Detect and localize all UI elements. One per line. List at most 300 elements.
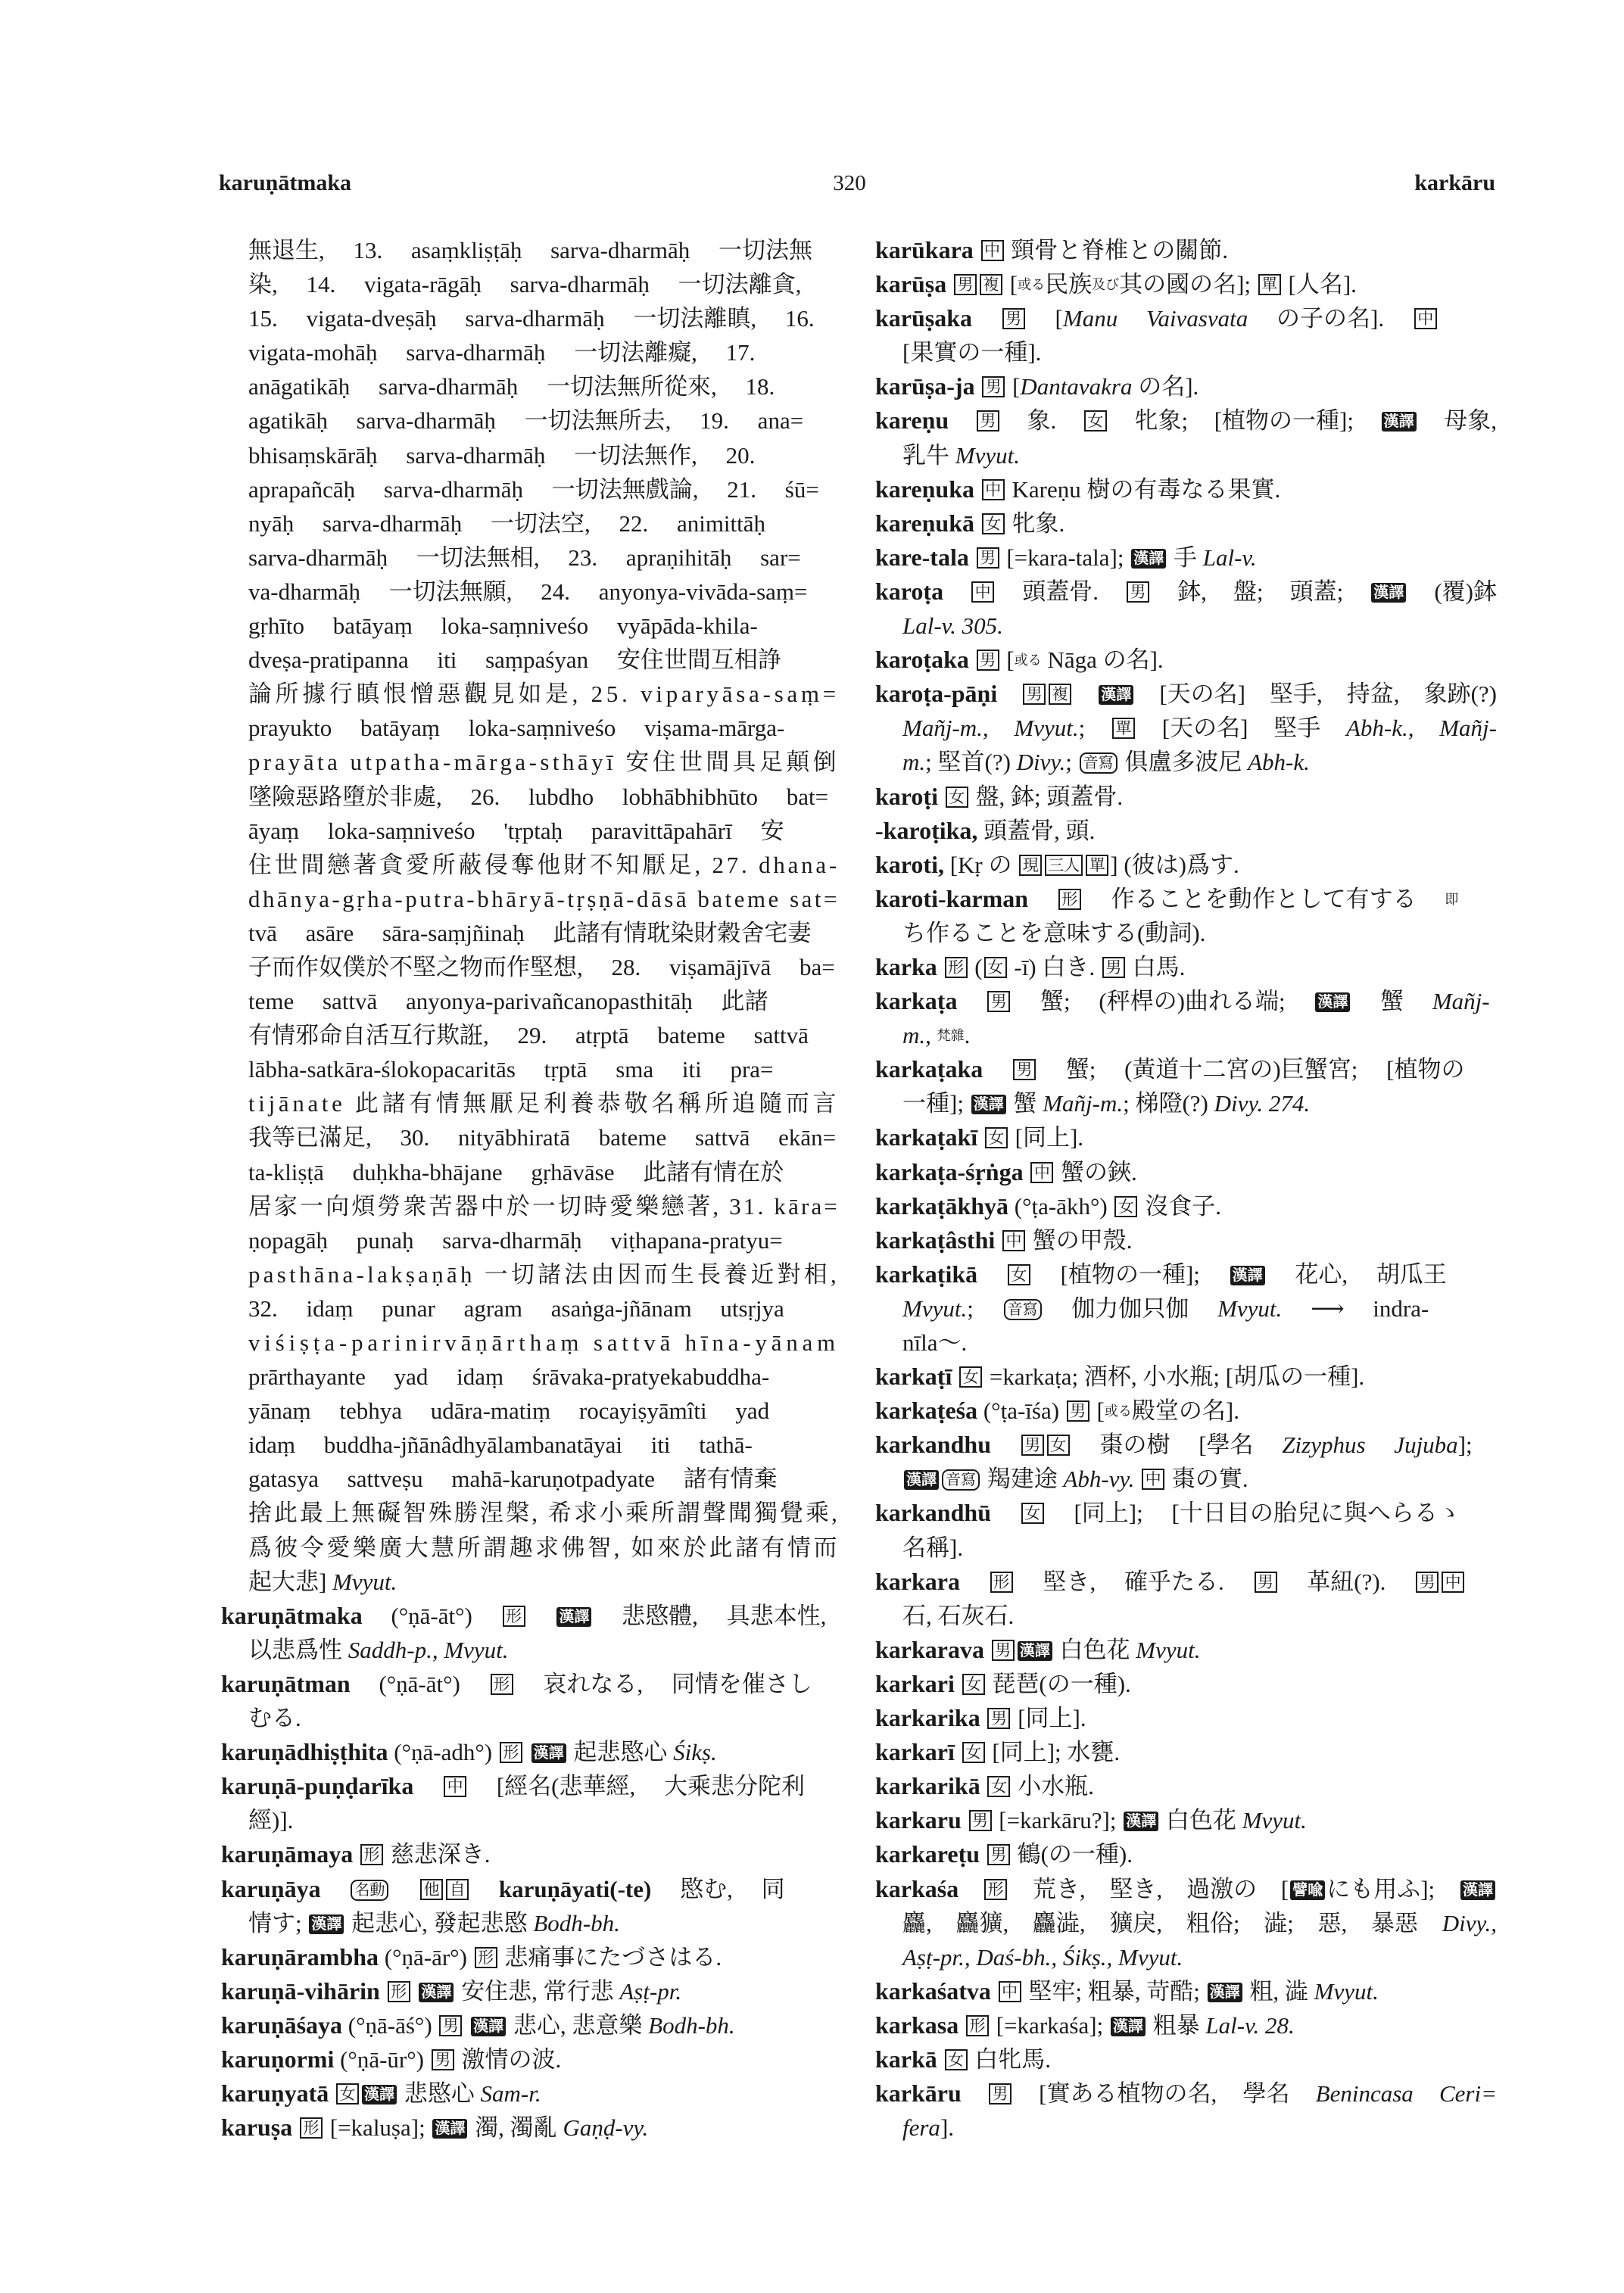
text-run: [天の名] 堅手: [1136, 715, 1346, 742]
line-content: [248, 882, 840, 916]
source-abbreviation: fera: [902, 2114, 940, 2142]
dict-line: [875, 1189, 1497, 1223]
dict-line: [221, 403, 840, 438]
text-run: 乳牛: [902, 441, 955, 469]
headword: karkaṭaka: [875, 1055, 983, 1083]
small-kana: 梵雜: [937, 1028, 965, 1044]
text-run: [962, 1807, 968, 1833]
text-run: gṛhīto batāyaṃ loka-saṃniveśo vyāpāda-khila-: [248, 612, 758, 640]
text-run: [937, 2046, 943, 2073]
dict-line: [221, 1565, 840, 1599]
text-run: [413, 1773, 442, 1799]
grammar-tag: 形: [990, 1572, 1013, 1593]
dict-entry: [875, 541, 1497, 575]
text-run: [952, 1363, 958, 1390]
source-abbreviation: Manu Vaivasvata: [1062, 305, 1248, 332]
text-run: ];: [1457, 1432, 1473, 1459]
text-run: 無退生, 13. asaṃkliṣṭāḥ sarva-dharmāḥ 一切法無: [248, 237, 813, 263]
line-content: [248, 1086, 840, 1120]
text-run: 堅き, 確乎たる.: [1014, 1568, 1253, 1595]
headword: kareṇukā: [875, 509, 975, 537]
dict-line: [221, 1974, 840, 2008]
dict-entry: [875, 2076, 1497, 2145]
dict-line: [221, 745, 840, 779]
grammar-tag: 中: [1030, 1162, 1053, 1183]
dict-line: [875, 1565, 1497, 1599]
line-content: [875, 814, 1095, 848]
text-run: 蟹の鋏.: [1055, 1158, 1137, 1185]
grammar-tag: 單: [1086, 855, 1108, 876]
dict-line: [221, 950, 840, 984]
headword: karkaṭa-śṛṅga: [875, 1157, 1024, 1185]
dict-entry: [221, 1974, 840, 2008]
text-run: [984, 1637, 990, 1663]
translation-marker: 漢譯: [309, 1914, 344, 1934]
line-content: [902, 1599, 1014, 1633]
text-run: [292, 2114, 298, 2141]
text-run: [960, 1569, 989, 1595]
line-content: [875, 1120, 1083, 1154]
dict-line: [875, 335, 1497, 369]
line-content: [248, 1052, 774, 1086]
text-run: [969, 646, 975, 673]
dict-line: [221, 472, 840, 506]
grammar-tag: 現: [1019, 855, 1042, 876]
text-run: [949, 407, 975, 434]
dict-entry: [875, 1223, 1497, 1257]
dict-line: [221, 1462, 840, 1496]
dict-line: [875, 1086, 1497, 1120]
line-content: [902, 438, 1020, 472]
dict-line: [875, 1052, 1497, 1086]
headword: karuṣa: [221, 2114, 293, 2142]
text-run: [同上].: [1008, 1124, 1084, 1151]
dict-line: [221, 1291, 840, 1326]
grammar-tag: 形: [1058, 889, 1081, 910]
dict-line: [221, 1940, 840, 1974]
source-abbreviation: Lal-v. 28.: [1205, 2011, 1295, 2039]
headword: karuṇāya: [221, 1874, 321, 1902]
text-run: 羯建途: [981, 1466, 1064, 1493]
text-run: [天の名] 堅手, 持盆, 象跡(?): [1135, 681, 1497, 708]
line-content: [248, 643, 781, 677]
line-content: [221, 1769, 805, 1803]
dict-entry: [875, 1667, 1497, 1701]
grammar-tag: 自: [446, 1879, 469, 1900]
line-content: [902, 1531, 963, 1565]
text-run: 白馬.: [1126, 953, 1186, 980]
translation-marker: 漢譯: [1099, 685, 1133, 705]
text-run: 一種];: [902, 1090, 970, 1117]
text-run: (°ṇā-āt°): [362, 1602, 501, 1629]
dict-line: [221, 1223, 840, 1257]
text-run: 小水瓶.: [1011, 1773, 1094, 1800]
headword: karkaṭikā: [875, 1260, 978, 1288]
text-run: 伽力伽只伽: [1043, 1294, 1218, 1322]
running-head-right: karkāru: [1414, 170, 1495, 195]
line-content: [875, 1223, 1133, 1257]
text-run: [植物の一種];: [1031, 1260, 1229, 1288]
text-run: 殿堂の名].: [1131, 1397, 1239, 1425]
line-content: [902, 1326, 967, 1360]
dict-line: [875, 780, 1497, 814]
text-run: 牝象.: [1005, 509, 1065, 537]
headword: karka: [875, 952, 937, 980]
text-run: nīla〜.: [902, 1329, 968, 1356]
text-run: [527, 1603, 556, 1629]
grammar-tag: 男: [439, 2015, 462, 2036]
dict-line: [221, 1701, 840, 1735]
dict-entry: [875, 2042, 1497, 2076]
text-run: [980, 1841, 986, 1868]
text-run: (覆)鉢: [1407, 578, 1497, 605]
dict-entry: [875, 1803, 1497, 1837]
dict-entry: [875, 882, 1497, 950]
text-run: ,: [925, 1022, 937, 1049]
text-run: [524, 1739, 530, 1765]
line-content: [248, 711, 784, 745]
text-run: va-dharmāḥ 一切法無願, 24. anyonya-vivāda-saṃ=: [248, 578, 808, 605]
text-run: aprapañcāḥ sarva-dharmāḥ 一切法無戲論, 21. śū=: [248, 475, 819, 503]
text-run: -ī) 白き.: [1008, 953, 1101, 980]
dict-line: [875, 1531, 1497, 1565]
source-abbreviation: Sam-r.: [480, 2080, 541, 2108]
headword: karkarava: [875, 1635, 984, 1663]
dict-line: [875, 1496, 1497, 1530]
text-run: anāgatikāḥ sarva-dharmāḥ 一切法無所從來, 18.: [248, 373, 775, 400]
dict-line: [875, 1291, 1497, 1326]
headword: karūkara: [875, 236, 974, 263]
line-content: [902, 335, 1041, 369]
line-content: [248, 575, 808, 609]
dict-line: [221, 1769, 840, 1803]
line-content: [875, 1052, 1464, 1086]
dict-line: [875, 1599, 1497, 1633]
dict-line: [221, 916, 840, 950]
text-run: viśiṣṭa-parinirvāṇārthaṃ sattvā hīna-yānam: [248, 1329, 840, 1356]
dict-line: [875, 2042, 1497, 2076]
text-run: (°ṇā-āś°): [342, 2011, 438, 2039]
text-run: (: [968, 953, 983, 980]
text-run: ].: [940, 2114, 955, 2142]
text-run: 牝象; [植物の一種];: [1108, 407, 1380, 435]
running-head-left: karuṇātmaka: [219, 170, 352, 195]
text-run: [977, 1124, 983, 1151]
dict-entry: [221, 1599, 840, 1667]
headword: karkā: [875, 2045, 937, 2073]
line-content: [248, 369, 775, 403]
grammar-tag: 男: [954, 274, 977, 295]
text-run: 鉢, 盤; 頭蓋;: [1151, 578, 1370, 605]
text-run: ] (彼は)爲す.: [1110, 851, 1239, 878]
line-content: [221, 2042, 561, 2076]
grammar-tag: 女: [962, 1742, 985, 1763]
line-content: [221, 2076, 541, 2111]
text-run: Nāga の名].: [1041, 646, 1164, 674]
headword: karuṇormi: [221, 2045, 335, 2073]
text-run: [959, 1876, 983, 1902]
text-run: [: [1004, 271, 1018, 298]
dict-entry: [221, 1769, 840, 1837]
dict-line: [221, 575, 840, 609]
text-run: [經名(悲華經, 大乘悲分陀利: [468, 1773, 805, 1800]
text-run: bhisaṃskārāḥ sarva-dharmāḥ 一切法無作, 20.: [248, 441, 756, 469]
dict-entry: [221, 1940, 840, 1974]
line-content: [248, 1394, 769, 1428]
line-content: [875, 1189, 1221, 1223]
text-run: [991, 1500, 1020, 1526]
grammar-tag: 中: [1414, 308, 1437, 329]
text-run: 名稱].: [902, 1534, 964, 1561]
text-run: [: [1026, 305, 1063, 332]
dict-line: [875, 916, 1497, 950]
headword: karkāru: [875, 2080, 962, 2108]
text-run: [974, 510, 980, 537]
headword: karuṇādhiṣṭhita: [221, 1738, 388, 1766]
small-kana: 即: [1445, 891, 1459, 907]
text-run: [321, 1876, 350, 1902]
text-run: 荒き, 堅き, 過激の [: [1008, 1875, 1289, 1902]
text-run: 濁, 濁亂: [469, 2114, 563, 2142]
source-abbreviation: Mañj-m., Mvyut.: [902, 715, 1079, 742]
text-run: sarva-dharmāḥ 一切法無相, 23. apraṇihitāḥ sar=: [248, 544, 801, 571]
line-content: [875, 2042, 1051, 2076]
text-run: 白牝馬.: [968, 2045, 1052, 2073]
text-run: 居家一向煩勞衆苦器中於一切時愛樂戀著, 31. kāra=: [248, 1192, 840, 1220]
text-run: .: [964, 1022, 971, 1049]
line-content: [875, 1360, 1364, 1394]
line-content: [248, 301, 815, 335]
line-content: [902, 1018, 970, 1053]
text-run: [943, 578, 970, 605]
text-run: 蟹: [1007, 1090, 1043, 1117]
text-run: 粗暴: [1146, 2011, 1206, 2039]
headword: karūṣa: [875, 270, 947, 298]
dict-entry: [875, 1428, 1497, 1496]
text-run: 粗, 澁: [1243, 1977, 1314, 2005]
grammar-tag: 三人: [1045, 855, 1083, 876]
dict-entry: [875, 984, 1497, 1052]
headword: karkaṭākhyā: [875, 1192, 1009, 1220]
text-run: [353, 1841, 359, 1868]
headword: karkarī: [875, 1738, 955, 1766]
source-abbreviation: Divy. 274.: [1214, 1090, 1311, 1117]
grammar-tag: 男: [1127, 581, 1149, 603]
line-content: [902, 609, 1003, 643]
translation-marker: 漢譯: [1371, 583, 1406, 603]
translation-marker: 漢譯: [1111, 2017, 1146, 2036]
headword: karkandhu: [875, 1431, 991, 1459]
headword: karuṇā-puṇḍarīka: [221, 1772, 414, 1800]
source-abbreviation: Bodh-bh.: [533, 1909, 620, 1936]
text-run: 鶴(の一種).: [1011, 1841, 1133, 1868]
dict-line: [875, 1872, 1497, 1906]
text-run: [1028, 886, 1057, 912]
line-content: [248, 403, 803, 438]
source-abbreviation: Mvyut.: [1242, 1807, 1307, 1834]
text-run: (°ṇā-ār°): [379, 1943, 473, 1971]
dict-entry: [221, 1872, 840, 1940]
source-abbreviation: Lal-v.: [1202, 544, 1257, 571]
headword: -karoṭika,: [875, 816, 978, 844]
dict-line: [221, 301, 840, 335]
line-content: [875, 1496, 1461, 1530]
dict-line: [875, 1667, 1497, 1701]
text-run: 母象,: [1417, 407, 1497, 435]
dict-line: [221, 506, 840, 541]
text-run: [380, 1978, 386, 2005]
dict-line: [875, 882, 1497, 916]
dict-line: [221, 1257, 840, 1291]
dict-line: [221, 1018, 840, 1052]
headword: karoṭa: [875, 577, 944, 605]
text-run: 俱盧多波尼: [1118, 749, 1248, 776]
dict-line: [875, 1428, 1497, 1462]
grammar-tag: 女: [336, 2083, 359, 2105]
dict-line: [875, 233, 1497, 267]
text-run: 爲彼令愛樂廣大慧所謂趣求佛智, 如來於此諸有情而: [248, 1534, 840, 1561]
headword: karoṭi: [875, 782, 938, 810]
text-run: 棗の樹 [學名: [1071, 1432, 1283, 1459]
text-run: 白色花: [1160, 1807, 1242, 1834]
line-content: [248, 1496, 840, 1530]
text-run: 愍む, 同: [651, 1875, 785, 1902]
grammar-tag: 單: [1258, 274, 1281, 295]
dict-line: [875, 1803, 1497, 1837]
dict-line: [875, 1155, 1497, 1189]
grammar-tag: 中: [1442, 1572, 1464, 1593]
line-content: [875, 1872, 1497, 1906]
dict-line: [221, 1120, 840, 1154]
notation-marker: 音寫: [1080, 752, 1117, 774]
text-run: 民族: [1045, 271, 1093, 298]
grammar-tag: 形: [300, 2117, 323, 2139]
dict-line: [221, 1735, 840, 1769]
headword: kareṇu: [875, 407, 949, 435]
dict-line: [221, 1633, 840, 1667]
text-run: 經)].: [248, 1807, 294, 1834]
headword: karoti,: [875, 850, 944, 878]
dict-entry: [221, 2008, 840, 2042]
line-content: [875, 301, 1439, 335]
grammar-tag: 女: [1084, 410, 1107, 431]
line-content: [902, 2111, 954, 2145]
grammar-tag: 中: [999, 1981, 1021, 2002]
line-content: [248, 1018, 809, 1052]
text-run: ṇopagāḥ punaḥ sarva-dharmāḥ viṭhapana-pratyu=: [248, 1226, 783, 1254]
line-content: [875, 1565, 1466, 1599]
text-run: teme sattvā anyonya-parivañcanopasthitāḥ 此諸: [248, 988, 768, 1015]
grammar-tag: 他: [420, 1879, 443, 1900]
translation-marker: 漢譯: [1382, 412, 1417, 431]
grammar-tag: 男: [1255, 1572, 1277, 1593]
dict-line: [221, 1428, 840, 1462]
text-run: [938, 784, 944, 810]
dict-line: [221, 814, 840, 848]
dict-line: [875, 2008, 1497, 2042]
dict-line: [221, 1326, 840, 1360]
dict-entry: [875, 643, 1497, 677]
text-run: 墜險惡路墮於非處, 26. lubdho lobhābhibhūto bat=: [248, 783, 829, 810]
text-run: agatikāḥ sarva-dharmāḥ 一切法無所去, 19. ana=: [248, 407, 804, 435]
small-kana: 或る: [1014, 653, 1042, 668]
dict-line: [875, 267, 1497, 301]
dict-line: [875, 711, 1497, 745]
line-content: [221, 1837, 491, 1871]
dict-entry: [875, 233, 1497, 267]
source-abbreviation: Mvyut.: [332, 1568, 397, 1595]
text-run: 花心, 胡瓜王: [1266, 1260, 1447, 1288]
text-run: [人名].: [1282, 271, 1357, 298]
dict-line: [221, 984, 840, 1018]
text-run: [: [1000, 646, 1015, 674]
grammar-tag: 中: [444, 1776, 466, 1797]
text-run: 棗の實.: [1166, 1466, 1248, 1493]
text-run: [同上]; 水甕.: [986, 1739, 1121, 1766]
line-content: [248, 984, 768, 1018]
dict-line: [875, 506, 1497, 541]
dict-line: [875, 677, 1497, 711]
translation-marker: 漢譯: [1315, 992, 1350, 1012]
text-run: Kareṇu 樹の有毒なる果實.: [1005, 475, 1281, 503]
text-run: [995, 1227, 1001, 1254]
grammar-tag: 女: [1047, 1435, 1070, 1456]
dict-entry: [221, 233, 840, 1599]
text-run: pasthāna-lakṣaṇāḥ 一切諸法由因而生長養近對相,: [248, 1260, 840, 1288]
grammar-tag: 男: [987, 1708, 1010, 1729]
text-run: 麤, 麤獷, 麤澁, 獷戾, 粗俗; 澁; 惡, 暴惡: [902, 1909, 1442, 1936]
text-run: (°ṇā-adh°): [388, 1739, 498, 1766]
headword: kareṇuka: [875, 475, 975, 503]
text-run: 起悲心, 發起悲愍: [345, 1909, 534, 1936]
grammar-tag: 形: [475, 1947, 497, 1968]
line-content: [221, 1940, 722, 1974]
dict-line: [221, 2008, 840, 2042]
dict-entry: [875, 1633, 1497, 1667]
grammar-tag: 形: [491, 1674, 513, 1695]
text-run: [463, 2012, 469, 2039]
grammar-tag: 中: [981, 240, 1004, 261]
text-run: 頭蓋骨.: [996, 578, 1126, 605]
source-abbreviation: Mvyut.: [955, 441, 1020, 469]
source-abbreviation: Gaṇḍ-vy.: [563, 2114, 649, 2142]
dict-line: [875, 950, 1497, 984]
text-run: 我等已滿足, 30. nityābhiratā bateme sattvā ekān=: [248, 1124, 837, 1151]
grammar-tag: 男: [1002, 308, 1025, 329]
dict-line: [875, 1940, 1497, 1974]
grammar-tag: 男: [1416, 1572, 1439, 1593]
source-abbreviation: Mvyut.: [1136, 1636, 1201, 1663]
translation-marker: 漢譯: [1230, 1266, 1265, 1285]
line-content: [248, 1906, 620, 1940]
line-content: [875, 848, 1239, 882]
bold-form: karuṇāyati(-te): [498, 1875, 652, 1902]
line-content: [875, 472, 1280, 506]
text-run: 其の國の名];: [1119, 271, 1257, 298]
text-run: [991, 1432, 1020, 1458]
grammar-tag: 男: [977, 547, 999, 569]
dict-entry: [875, 301, 1497, 369]
grammar-tag: 男: [977, 650, 999, 671]
grammar-tag: 男: [1067, 1400, 1089, 1422]
line-content: [875, 1803, 1307, 1837]
grammar-tag: 男: [989, 2083, 1011, 2105]
dict-line: [875, 1120, 1497, 1154]
dict-entry: [875, 1837, 1497, 1871]
dict-line: [875, 1462, 1497, 1496]
dict-line: [221, 1086, 840, 1120]
grammar-tag: 女: [1021, 1503, 1044, 1524]
